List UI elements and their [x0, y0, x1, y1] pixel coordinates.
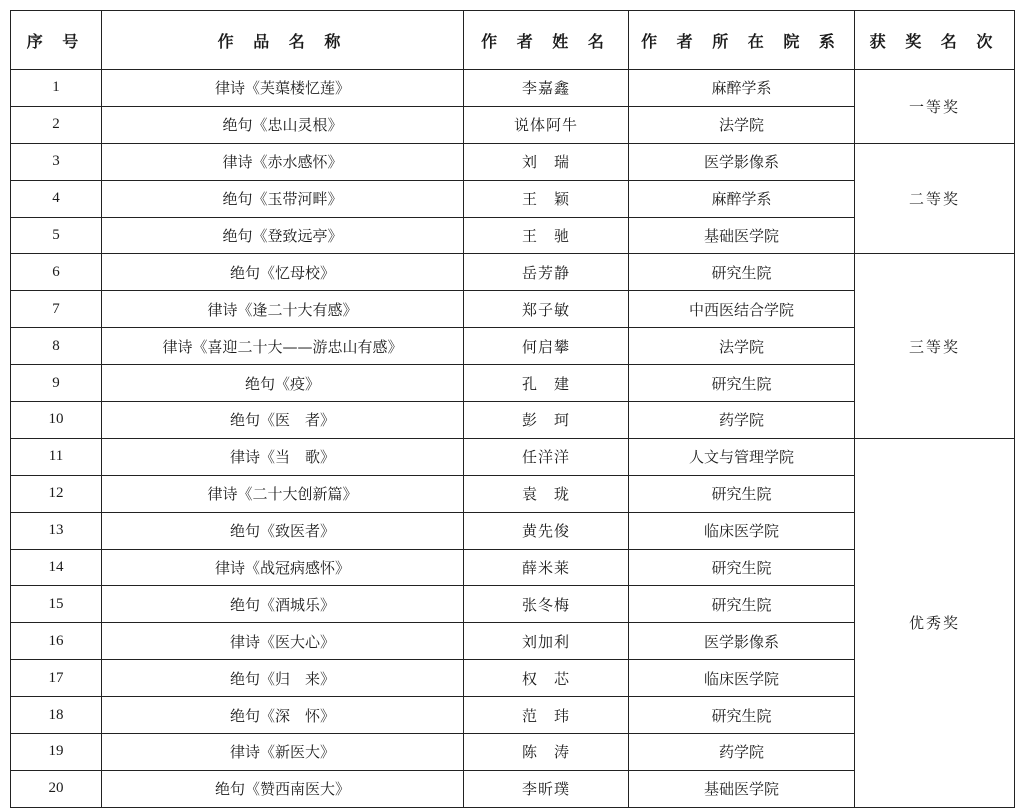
row-index: 18 [11, 697, 102, 734]
row-author: 张冬梅 [464, 586, 629, 623]
award-excellence: 优秀奖 [855, 438, 1015, 807]
row-title: 绝句《赞西南医大》 [102, 770, 464, 807]
row-dept: 临床医学院 [629, 512, 855, 549]
row-dept: 法学院 [629, 106, 855, 143]
row-dept: 研究生院 [629, 475, 855, 512]
award-first: 一等奖 [855, 70, 1015, 144]
row-title: 律诗《当 歌》 [102, 438, 464, 475]
table-row [11, 70, 1015, 107]
row-title: 绝句《医 者》 [102, 402, 464, 439]
row-title: 律诗《赤水感怀》 [102, 143, 464, 180]
row-dept: 法学院 [629, 328, 855, 365]
row-title: 律诗《喜迎二十大——游忠山有感》 [102, 328, 464, 365]
header-row [11, 11, 1015, 70]
row-index: 6 [11, 254, 102, 291]
row-dept: 基础医学院 [629, 770, 855, 807]
row-index: 8 [11, 328, 102, 365]
row-index: 13 [11, 512, 102, 549]
row-title: 绝句《忠山灵根》 [102, 106, 464, 143]
row-index: 2 [11, 106, 102, 143]
row-title: 绝句《酒城乐》 [102, 586, 464, 623]
row-dept: 药学院 [629, 734, 855, 771]
row-index: 10 [11, 402, 102, 439]
row-author: 任洋洋 [464, 438, 629, 475]
row-index: 14 [11, 549, 102, 586]
header-dept: 作 者 所 在 院 系 [629, 11, 855, 70]
header-title: 作 品 名 称 [102, 11, 464, 70]
row-author: 李嘉鑫 [464, 70, 629, 107]
row-author: 陈 涛 [464, 734, 629, 771]
row-title: 绝句《深 怀》 [102, 697, 464, 734]
row-title: 律诗《芙蕖楼忆莲》 [102, 70, 464, 107]
award-second: 二等奖 [855, 143, 1015, 254]
header-award: 获 奖 名 次 [855, 11, 1015, 70]
row-dept: 研究生院 [629, 254, 855, 291]
row-index: 15 [11, 586, 102, 623]
row-author: 袁 珑 [464, 475, 629, 512]
row-author: 刘加利 [464, 623, 629, 660]
row-index: 9 [11, 365, 102, 402]
row-dept: 医学影像系 [629, 623, 855, 660]
row-dept: 研究生院 [629, 365, 855, 402]
row-author: 王 驰 [464, 217, 629, 254]
row-author: 李昕璞 [464, 770, 629, 807]
table-row [11, 143, 1015, 180]
row-index: 12 [11, 475, 102, 512]
row-dept: 研究生院 [629, 586, 855, 623]
row-dept: 研究生院 [629, 697, 855, 734]
row-dept: 中西医结合学院 [629, 291, 855, 328]
row-author: 郑子敏 [464, 291, 629, 328]
row-author: 孔 建 [464, 365, 629, 402]
row-title: 绝句《玉带河畔》 [102, 180, 464, 217]
row-title: 律诗《战冠病感怀》 [102, 549, 464, 586]
table-row [11, 254, 1015, 291]
row-index: 20 [11, 770, 102, 807]
row-index: 5 [11, 217, 102, 254]
row-title: 绝句《忆母校》 [102, 254, 464, 291]
row-title: 律诗《新医大》 [102, 734, 464, 771]
row-author: 权 芯 [464, 660, 629, 697]
row-dept: 研究生院 [629, 549, 855, 586]
row-index: 17 [11, 660, 102, 697]
row-index: 3 [11, 143, 102, 180]
row-index: 7 [11, 291, 102, 328]
row-title: 绝句《致医者》 [102, 512, 464, 549]
row-title: 绝句《登致远亭》 [102, 217, 464, 254]
row-index: 16 [11, 623, 102, 660]
row-author: 范 玮 [464, 697, 629, 734]
row-dept: 医学影像系 [629, 143, 855, 180]
row-title: 律诗《逢二十大有感》 [102, 291, 464, 328]
award-third: 三等奖 [855, 254, 1015, 438]
row-title: 律诗《二十大创新篇》 [102, 475, 464, 512]
row-author: 薛米莱 [464, 549, 629, 586]
row-author: 彭 珂 [464, 402, 629, 439]
row-title: 绝句《归 来》 [102, 660, 464, 697]
row-author: 黄先俊 [464, 512, 629, 549]
header-index: 序 号 [11, 11, 102, 70]
row-author: 何启攀 [464, 328, 629, 365]
row-author: 说体阿牛 [464, 106, 629, 143]
row-dept: 基础医学院 [629, 217, 855, 254]
row-index: 11 [11, 438, 102, 475]
row-title: 律诗《医大心》 [102, 623, 464, 660]
awards-table [10, 10, 1015, 808]
table-row [11, 438, 1015, 475]
row-index: 19 [11, 734, 102, 771]
row-author: 王 颖 [464, 180, 629, 217]
row-author: 刘 瑞 [464, 143, 629, 180]
row-dept: 麻醉学系 [629, 180, 855, 217]
row-index: 4 [11, 180, 102, 217]
row-author: 岳芳静 [464, 254, 629, 291]
header-author: 作 者 姓 名 [464, 11, 629, 70]
row-index: 1 [11, 70, 102, 107]
row-title: 绝句《疫》 [102, 365, 464, 402]
row-dept: 临床医学院 [629, 660, 855, 697]
row-dept: 药学院 [629, 402, 855, 439]
row-dept: 麻醉学系 [629, 70, 855, 107]
row-dept: 人文与管理学院 [629, 438, 855, 475]
